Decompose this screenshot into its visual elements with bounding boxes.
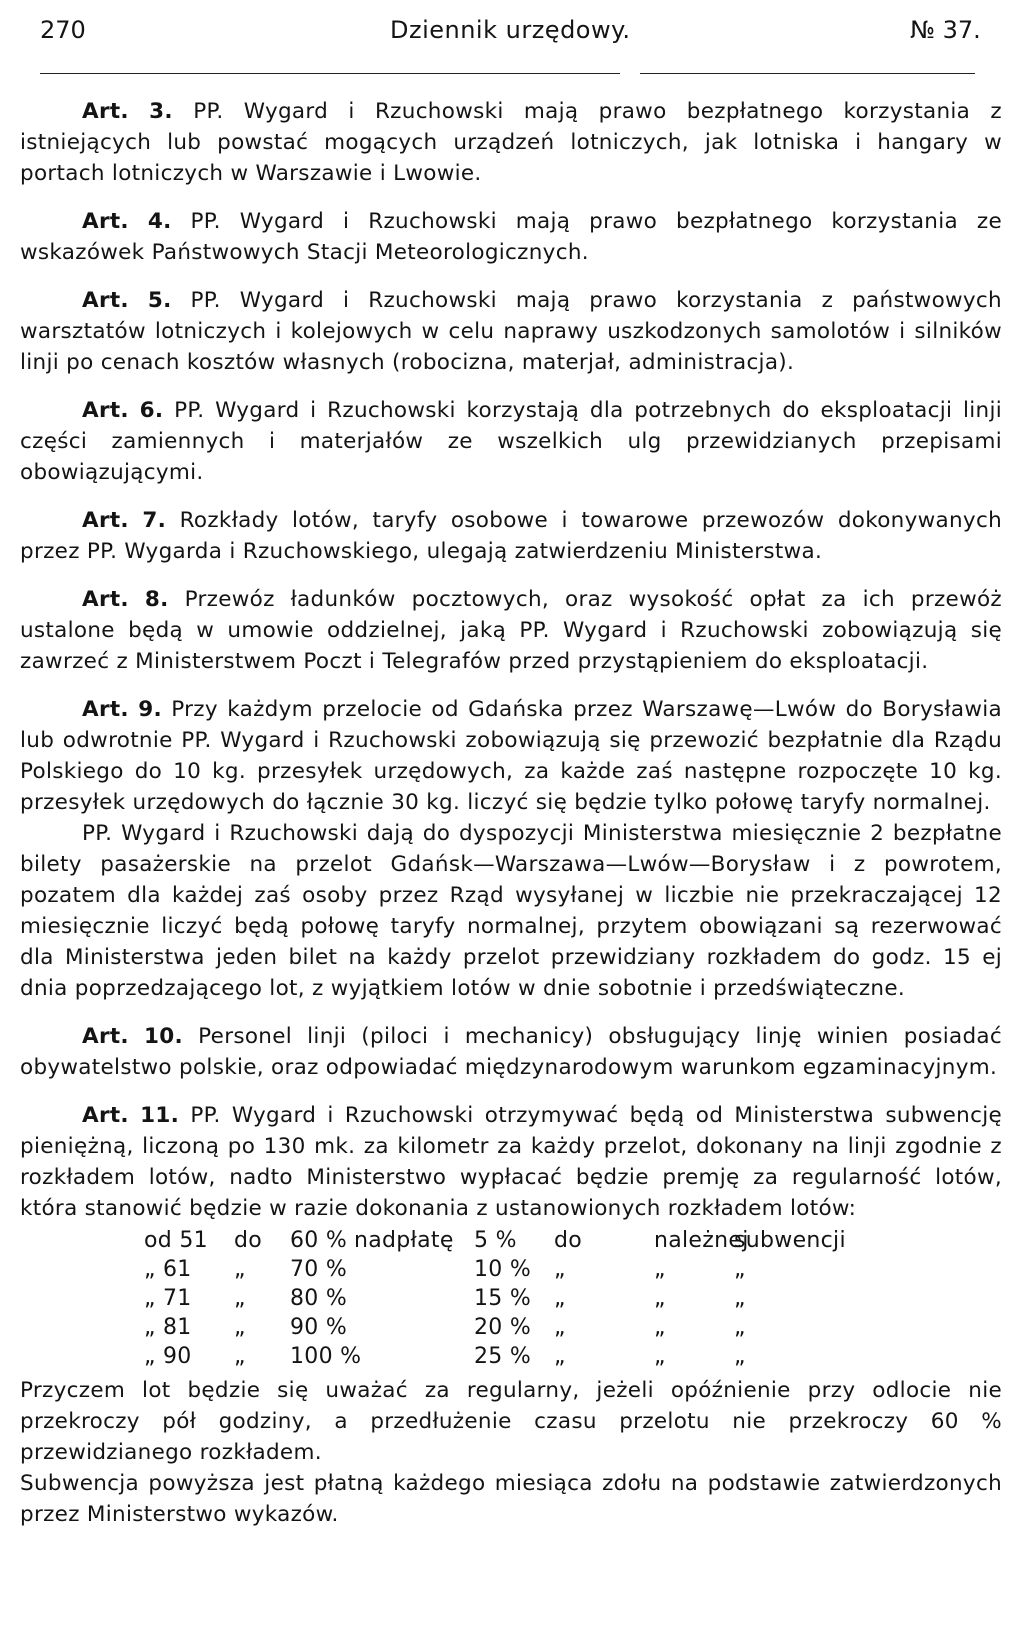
table-cell bbox=[354, 1284, 474, 1313]
article-label: Art. bbox=[82, 587, 129, 612]
table-cell: 90 % bbox=[290, 1315, 348, 1340]
article-label: Art. bbox=[82, 99, 129, 124]
table-cell: należnej bbox=[654, 1228, 749, 1253]
article-10 bbox=[20, 1021, 1002, 1083]
table-cell: „ bbox=[654, 1257, 666, 1282]
article-11 bbox=[20, 1100, 1002, 1224]
table-cell: „ bbox=[234, 1315, 246, 1340]
table-cell bbox=[354, 1342, 474, 1371]
article-text: Przewóz ładunków pocztowych, oraz wysokość opłat za ich przewóż ustalone będą w umowie oddzielnej, jaką PP. Wygard i Rzuchowski zobowiązują się zawrzeć z Ministerstwem Poczt i Telegrafów przed przystąpieniem do eksploatacji. bbox=[20, 587, 1002, 674]
table-cell: „ bbox=[734, 1257, 746, 1282]
table-cell: „ bbox=[234, 1286, 246, 1311]
table-cell: 100 % bbox=[290, 1344, 362, 1369]
table-cell: 20 % bbox=[474, 1315, 532, 1340]
table-cell: 80 % bbox=[290, 1286, 348, 1311]
page-header bbox=[20, 12, 1000, 56]
table-cell: 10 % bbox=[474, 1257, 532, 1282]
table-cell: „ bbox=[234, 1344, 246, 1369]
article-5 bbox=[20, 285, 1002, 378]
article-label: Art. bbox=[82, 508, 129, 533]
article-number: 9. bbox=[138, 697, 162, 722]
header-rule-right bbox=[640, 73, 975, 74]
table-cell: „ bbox=[554, 1344, 566, 1369]
article-text: PP. Wygard i Rzuchowski mają prawo bezpłatnego korzystania ze wskazówek Państwowych Stacji Meteorologicznych. bbox=[20, 209, 1003, 265]
article-label: Art. bbox=[82, 1103, 129, 1128]
page-number: 270 bbox=[40, 16, 86, 44]
article-label: Art. bbox=[82, 697, 129, 722]
table-cell: „ 90 bbox=[144, 1344, 192, 1369]
table-cell: subwencji bbox=[734, 1228, 846, 1253]
article-8 bbox=[20, 584, 1002, 677]
table-cell: „ 71 bbox=[144, 1286, 192, 1311]
table-cell: do bbox=[554, 1228, 583, 1253]
table-cell: „ bbox=[554, 1315, 566, 1340]
article-text: PP. Wygard i Rzuchowski mają prawo korzystania z państwowych warsztatów lotniczych i kolejowych w celu naprawy uszkodzonych samolotów i silników linji po cenach kosztów własnych (robocizna, materjał, administracja). bbox=[20, 288, 1002, 375]
table-cell: „ bbox=[654, 1286, 666, 1311]
table-cell bbox=[354, 1255, 474, 1284]
table-cell: „ bbox=[234, 1257, 246, 1282]
article-label: Art. bbox=[82, 288, 129, 313]
article-text: Przy każdym przelocie od Gdańska przez Warszawę—Lwów do Borysławia lub odwrotnie PP. Wygard i Rzuchowski zobowiązują się przewozić bezpłatnie dla Rządu Polskiego do 10 kg. przesyłek urzędowych, za każde zaś następne rozpoczęte 10 kg. przesyłek urzędowych do łącznie 30 kg. liczyć się będzie tylko połowę taryfy normalnej. bbox=[20, 697, 1002, 815]
article-number: 7. bbox=[142, 508, 167, 533]
article-text: PP. Wygard i Rzuchowski mają prawo bezpłatnego korzystania z istniejących lub powstać mogących urządzeń lotniczych, jak lotniska i hangary w portach lotniczych w Warszawie i Lwowie. bbox=[20, 99, 1002, 186]
article-label: Art. bbox=[82, 1024, 129, 1049]
table-cell: „ bbox=[554, 1257, 566, 1282]
article-label: Art. bbox=[82, 398, 129, 423]
article-3 bbox=[20, 96, 1002, 189]
table-cell: 5 % bbox=[474, 1228, 517, 1253]
bonus-table bbox=[144, 1226, 1002, 1371]
issue-number: № 37. bbox=[910, 16, 981, 44]
table-cell: do bbox=[234, 1228, 263, 1253]
document-body bbox=[20, 96, 1002, 1530]
paragraph-regularity: Przyczem lot będzie się uważać za regularny, jeżeli opóźnienie przy odlocie nie przekroczy pół godziny, a przedłużenie czasu przelotu nie przekroczy 60 % przewidzianego rozkładem. bbox=[20, 1378, 1002, 1465]
table-cell: „ 81 bbox=[144, 1315, 192, 1340]
table-cell: 60 % bbox=[290, 1228, 348, 1253]
table-cell: „ bbox=[734, 1286, 746, 1311]
article-number: 3. bbox=[149, 99, 173, 124]
journal-title: Dziennik urzędowy. bbox=[390, 16, 631, 44]
table-cell: „ bbox=[654, 1315, 666, 1340]
table-cell: „ bbox=[734, 1315, 746, 1340]
header-rule-left bbox=[40, 73, 620, 74]
article-4 bbox=[20, 206, 1002, 268]
table-cell: „ bbox=[554, 1286, 566, 1311]
article-number: 6. bbox=[139, 398, 164, 423]
article-text: Personel linji (piloci i mechanicy) obsługujący linję winien posiadać obywatelstwo polskie, oraz odpowiadać międzynarodowym warunkom egzaminacyjnym. bbox=[20, 1024, 1003, 1080]
article-text: PP. Wygard i Rzuchowski otrzymywać będą od Ministerstwa subwencję pieniężną, liczoną po 130 mk. za kilometr za każdy przelot, dokonany na linji zgodnie z rozkładem lotów, nadto Ministerstwo wypłacać będzie premję za regularność lotów, która stanowić będzie w razie dokonania z ustanowionych rozkładem lotów: bbox=[20, 1103, 1003, 1221]
table-cell: 70 % bbox=[290, 1257, 348, 1282]
article-text: Rozkłady lotów, taryfy osobowe i towarowe przewozów dokonywanych przez PP. Wygarda i Rzuchowskiego, ulegają zatwierdzeniu Ministerstwa. bbox=[20, 508, 1002, 564]
article-text: PP. Wygard i Rzuchowski korzystają dla potrzebnych do eksploatacji linji części zamiennych i materjałów ze wszelkich ulg przewidzianych przepisami obowiązującymi. bbox=[20, 398, 1002, 485]
table-cell: „ bbox=[734, 1344, 746, 1369]
article-label: Art. bbox=[82, 209, 129, 234]
article-number: 8. bbox=[144, 587, 169, 612]
article-number: 5. bbox=[147, 288, 172, 313]
article-7 bbox=[20, 505, 1002, 567]
table-cell: „ bbox=[654, 1344, 666, 1369]
table-cell: 25 % bbox=[474, 1344, 532, 1369]
article-number: 4. bbox=[147, 209, 172, 234]
table-cell: „ 61 bbox=[144, 1257, 192, 1282]
article-number: 10. bbox=[144, 1024, 184, 1049]
table-cell: od 51 bbox=[144, 1228, 208, 1253]
paragraph-subsidy: Subwencja powyższa jest płatną każdego miesiąca zdołu na podstawie zatwierdzonych przez Ministerstwo wykazów. bbox=[20, 1471, 1002, 1527]
table-cell: nadpłatę bbox=[354, 1228, 454, 1253]
article-9-continuation: PP. Wygard i Rzuchowski dają do dyspozycji Ministerstwa miesięcznie 2 bezpłatne bilety pasażerskie na przelot Gdańsk—Warszawa—Lwów—Borysław i z powrotem, pozatem dla każdej zaś osoby przez Rząd wysyłanej w liczbie nie przekraczającej 12 miesięcznie liczyć będą połowę taryfy normalnej, przytem obowiązani są rezerwować dla Ministerstwa jeden bilet na każdy przelot przewidziany rozkładem do godz. 15 ej dnia poprzedzającego lot, z wyjątkiem lotów w dnie sobotnie i przedświąteczne. bbox=[20, 821, 1002, 1001]
table-cell bbox=[354, 1313, 474, 1342]
article-9 bbox=[20, 694, 1002, 818]
table-cell: 15 % bbox=[474, 1286, 532, 1311]
article-number: 11. bbox=[140, 1103, 180, 1128]
article-6 bbox=[20, 395, 1002, 488]
